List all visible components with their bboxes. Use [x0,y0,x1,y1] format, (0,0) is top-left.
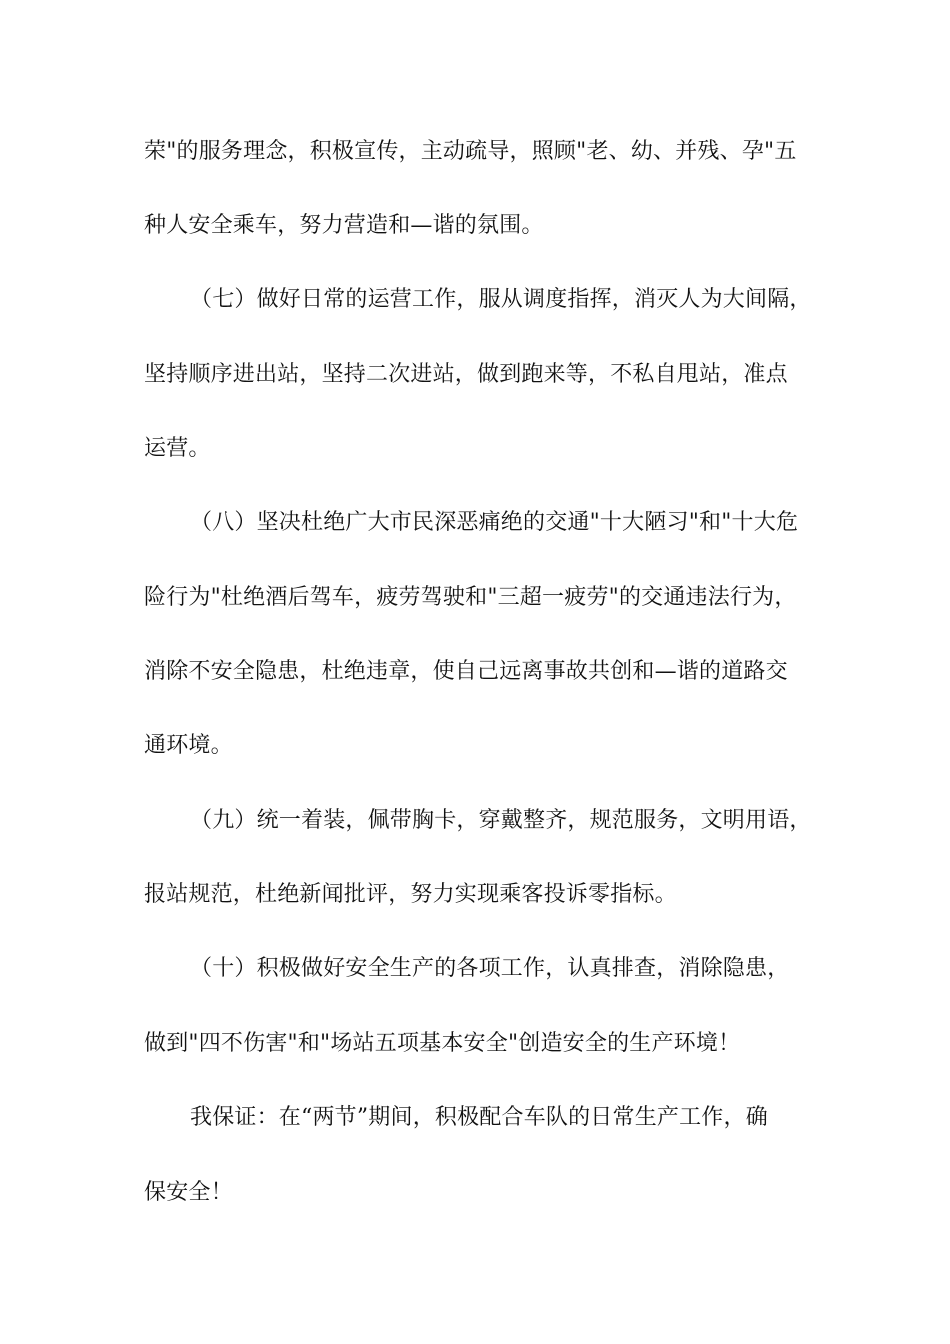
paragraph-line: （十）积极做好安全生产的各项工作，认真排查，消除隐患， [190,956,790,981]
paragraph-line: 保安全！ [144,1180,233,1205]
paragraph-line: 做到"四不伤害"和"场站五项基本安全"创造安全的生产环境！ [144,1031,741,1056]
paragraph-line: 险行为"杜绝酒后驾车，疲劳驾驶和"三超一疲劳"的交通违法行为， [144,585,797,610]
paragraph-line: 消除不安全隐患，杜绝违章，使自己远离事故共创和—谐的道路交 [144,659,788,684]
paragraph-line: （七）做好日常的运营工作，服从调度指挥，消灭人为大间隔， [190,287,812,312]
paragraph-line: 运营。 [144,436,211,461]
paragraph-line: 种人安全乘车，努力营造和—谐的氛围。 [144,213,544,238]
paragraph-line: （九）统一着装，佩带胸卡，穿戴整齐，规范服务，文明用语， [190,808,812,833]
paragraph-line: 我保证：在“两节”期间，积极配合车队的日常生产工作，确 [190,1105,768,1130]
paragraph-line: 荣"的服务理念，积极宣传，主动疏导，照顾"老、幼、并残、孕"五 [144,139,797,164]
paragraph-line: （八）坚决杜绝广大市民深恶痛绝的交通"十大陋习"和"十大危 [190,510,799,535]
paragraph-line: 通环境。 [144,733,233,758]
paragraph-line: 报站规范，杜绝新闻批评，努力实现乘客投诉零指标。 [144,882,677,907]
paragraph-line: 坚持顺序进出站，坚持二次进站，做到跑来等，不私自甩站，准点 [144,362,788,387]
